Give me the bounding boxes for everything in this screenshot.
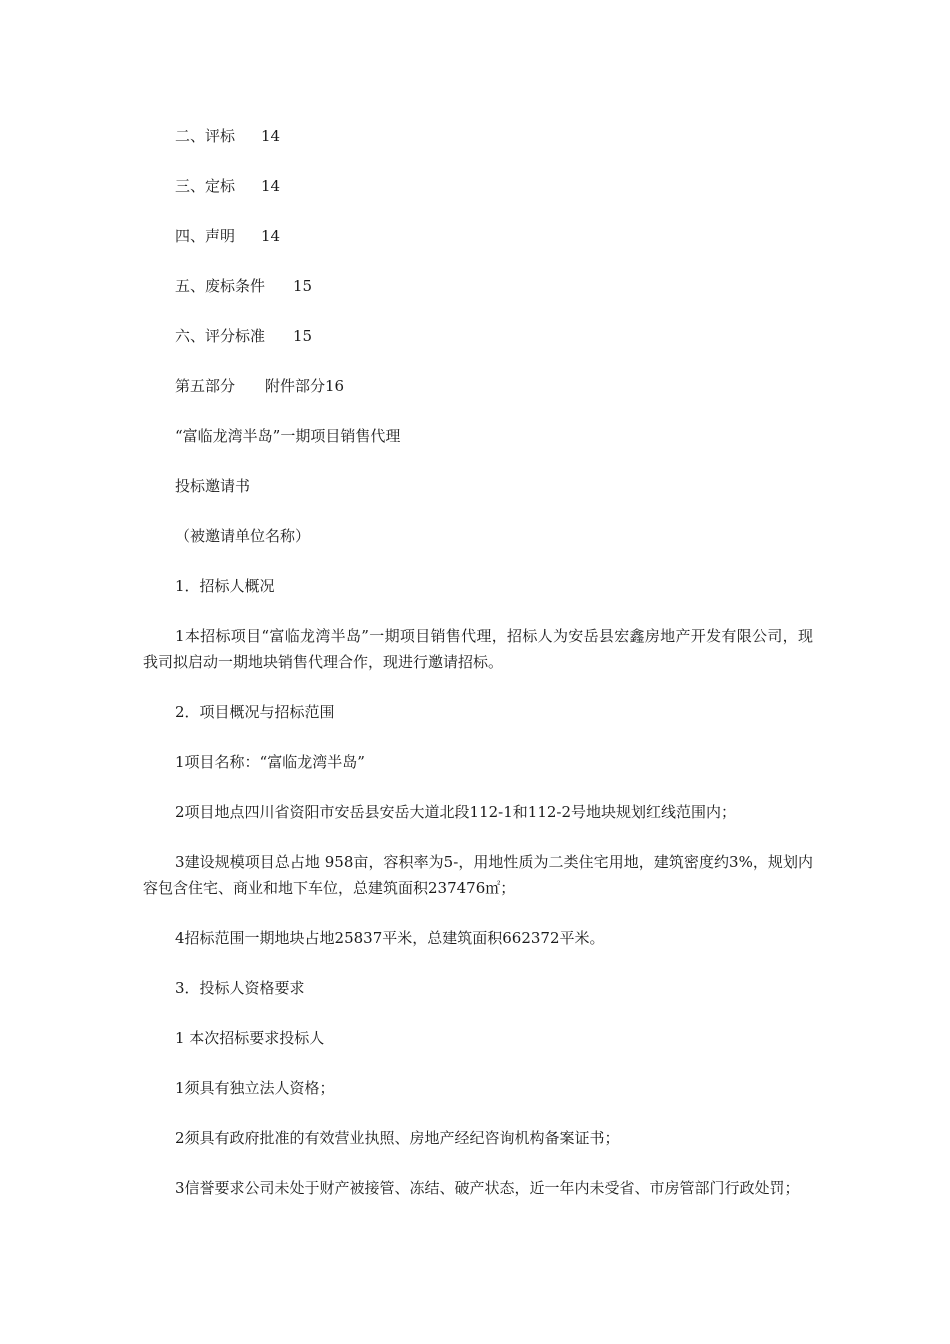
paragraph: 2须具有政府批准的有效营业执照、房地产经纪咨询机构备案证书； [175, 1129, 620, 1147]
toc-entry-page: 14 [261, 227, 281, 245]
toc-entry [143, 123, 813, 149]
toc-entry-title: 二、评标 [175, 127, 236, 145]
invitee-placeholder: （被邀请单位名称） [175, 527, 311, 545]
toc-entry-page: 14 [261, 127, 281, 145]
paragraph: 2项目地点四川省资阳市安岳县安岳大道北段112-1和112-2号地块规划红线范围内； [175, 803, 737, 821]
paragraph: 1须具有独立法人资格； [175, 1079, 335, 1097]
toc-entry-title: 六、评分标准 [175, 327, 266, 345]
toc-entry [143, 173, 813, 199]
project-title: “富临龙湾半岛”一期项目销售代理 [175, 427, 401, 445]
section-heading: 3．投标人资格要求 [175, 979, 305, 997]
paragraph: 3建设规模项目总占地 958亩，容积率为5-，用地性质为二类住宅用地，建筑密度约3%，规划内容包含住宅、商业和地下车位，总建筑面积237476㎡； [143, 853, 813, 897]
toc-entry-title: 五、废标条件 [175, 277, 266, 295]
section-heading: 1．招标人概况 [175, 577, 275, 595]
toc-entry-title: 四、声明 [175, 227, 236, 245]
paragraph: 3信誉要求公司未处于财产被接管、冻结、破产状态，近一年内未受省、市房管部门行政处罚； [175, 1179, 800, 1197]
toc-entry-title: 三、定标 [175, 177, 236, 195]
toc-entry [143, 323, 813, 349]
toc-entry-page: 15 [293, 277, 313, 295]
toc-entry [143, 223, 813, 249]
toc-entry-page: 16 [325, 377, 345, 395]
section-heading: 2．项目概况与招标范围 [175, 703, 335, 721]
paragraph: 4招标范围一期地块占地25837平米，总建筑面积662372平米。 [175, 929, 605, 947]
toc-entry-page: 14 [261, 177, 281, 195]
toc-entry [143, 373, 813, 399]
toc-entry [143, 273, 813, 299]
toc-entry-page: 15 [293, 327, 313, 345]
paragraph: 1项目名称：“富临龙湾半岛” [175, 753, 365, 771]
document-body [143, 123, 813, 1201]
invitation-title: 投标邀请书 [175, 477, 251, 495]
toc-entry-title: 第五部分 附件部分 [175, 377, 326, 395]
paragraph: 1 本次招标要求投标人 [175, 1029, 325, 1047]
paragraph: 1本招标项目“富临龙湾半岛”一期项目销售代理，招标人为安岳县宏鑫房地产开发有限公司，现我司拟启动一期地块销售代理合作，现进行邀请招标。 [143, 627, 813, 671]
